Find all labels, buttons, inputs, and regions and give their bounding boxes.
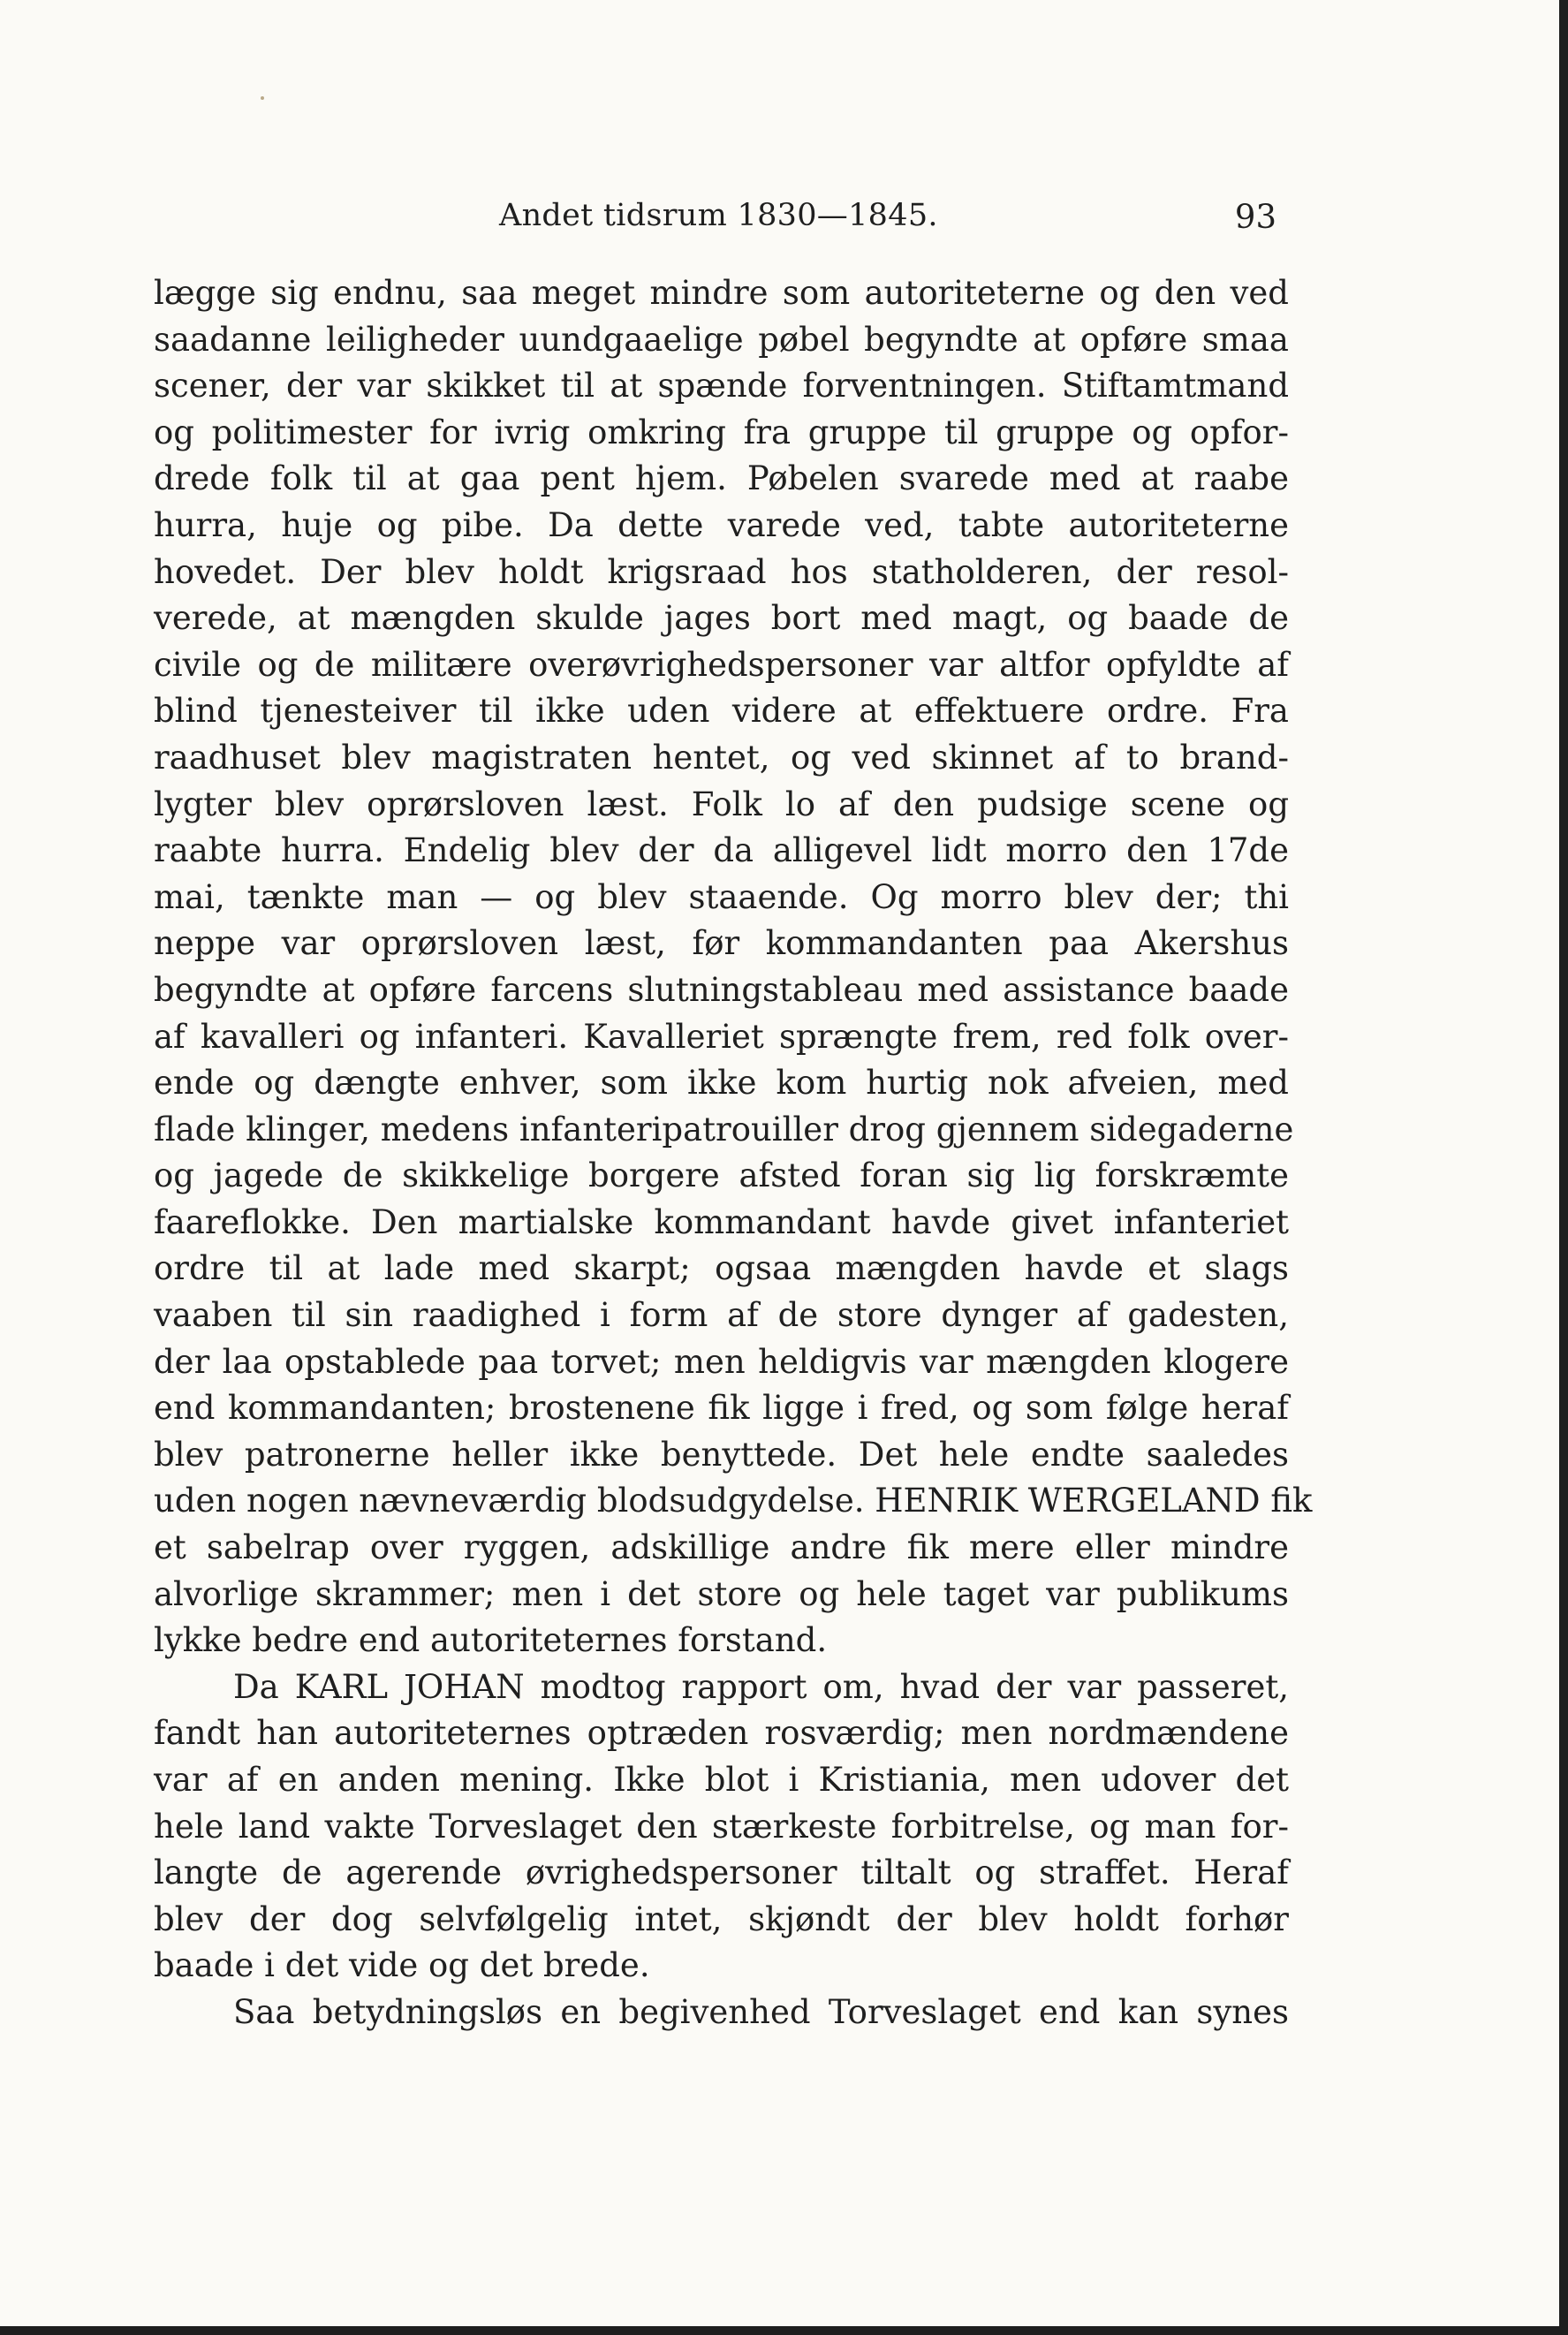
text-line: lægge sig endnu, saa meget mindre som autoriteterne og den ved	[154, 274, 1289, 312]
paragraph-start-line: Saa betydningsløs en begivenhed Torveslaget end kan synes	[233, 1992, 1289, 2031]
running-title: Andet tidsrum 1830—1845.	[499, 198, 938, 233]
page-number: 93	[1234, 198, 1276, 236]
text-line: fandt han autoriteternes optræden rosværdig; men nordmændene	[154, 1714, 1289, 1753]
text-line: neppe var oprørsloven læst, før kommandanten paa Akershus	[154, 924, 1289, 963]
text-line: langte de agerende øvrighedspersoner tiltalt og straffet. Heraf	[154, 1854, 1289, 1892]
text-line: begyndte at opføre farcens slutningstableau med assistance baade	[154, 970, 1289, 1009]
paragraph-start-line: Da KARL JOHAN modtog rapport om, hvad der var passeret,	[233, 1667, 1289, 1706]
text-line: blev patronerne heller ikke benyttede. Det hele endte saaledes	[154, 1435, 1289, 1474]
text-line: hovedet. Der blev holdt krigsraad hos statholderen, der resol-	[154, 552, 1289, 591]
text-line: faareflokke. Den martialske kommandant havde givet infanteriet	[154, 1202, 1289, 1241]
text-line: ordre til at lade med skarpt; ogsaa mængden havde et slags	[154, 1249, 1289, 1288]
text-line: ende og dængte enhver, som ikke kom hurtig nok afveien, med	[154, 1064, 1289, 1103]
text-line: lygter blev oprørsloven læst. Folk lo af den pudsige scene og	[154, 785, 1289, 823]
body-text	[154, 270, 1313, 2036]
text-line: hele land vakte Torveslaget den stærkeste forbitrelse, og man for-	[154, 1807, 1289, 1846]
text-line: der laa opstablede paa torvet; men heldigvis var mængden klogere	[154, 1342, 1289, 1381]
text-line: scener, der var skikket til at spænde forventningen. Stiftamtmand	[154, 367, 1289, 406]
text-line: raadhuset blev magistraten hentet, og ved skinnet af to brand-	[154, 738, 1289, 777]
paragraph-end-line: baade i det vide og det brede.	[154, 1946, 650, 1985]
text-line: mai, tænkte man — og blev staaende. Og morro blev der; thi	[154, 877, 1289, 916]
text-line: af kavalleri og infanteri. Kavalleriet sprængte frem, red folk over-	[154, 1017, 1289, 1056]
text-line: alvorlige skrammer; men i det store og hele taget var publikums	[154, 1574, 1289, 1613]
text-line: og politimester for ivrig omkring fra gruppe til gruppe og opfor-	[154, 413, 1289, 451]
text-line: flade klinger, medens infanteripatrouiller drog gjennem sidegaderne	[154, 1110, 1294, 1149]
text-line: et sabelrap over ryggen, adskillige andre fik mere eller mindre	[154, 1528, 1289, 1567]
text-line: var af en anden mening. Ikke blot i Kristiania, men udover det	[154, 1761, 1289, 1799]
paragraph-end-line: lykke bedre end autoriteternes forstand.	[154, 1621, 828, 1660]
text-line: vaaben til sin raadighed i form af de store dynger af gadesten,	[154, 1296, 1289, 1335]
text-line: og jagede de skikkelige borgere afsted foran sig lig forskræmte	[154, 1156, 1289, 1195]
text-line: drede folk til at gaa pent hjem. Pøbelen svarede med at raabe	[154, 459, 1289, 498]
text-line: saadanne leiligheder uundgaaelige pøbel begyndte at opføre smaa	[154, 320, 1289, 359]
text-line: end kommandanten; brostenene fik ligge i fred, og som følge heraf	[154, 1389, 1289, 1428]
page-header	[499, 198, 1276, 242]
text-line: hurra, huje og pibe. Da dette varede ved, tabte autoriteterne	[154, 505, 1289, 544]
text-line: civile og de militære overøvrighedspersoner var altfor opfyldte af	[154, 645, 1289, 684]
text-line: verede, at mængden skulde jages bort med magt, og baade de	[154, 599, 1289, 638]
text-line: blev der dog selvfølgelig intet, skjøndt der blev holdt forhør	[154, 1899, 1289, 1938]
text-line: blind tjenesteiver til ikke uden videre at effektuere ordre. Fra	[154, 692, 1289, 731]
text-line: uden nogen nævneværdig blodsudgydelse. HENRIK WERGELAND fik	[154, 1482, 1313, 1520]
paper-speck	[261, 96, 264, 100]
text-line: raabte hurra. Endelig blev der da alligevel lidt morro den 17de	[154, 831, 1289, 870]
